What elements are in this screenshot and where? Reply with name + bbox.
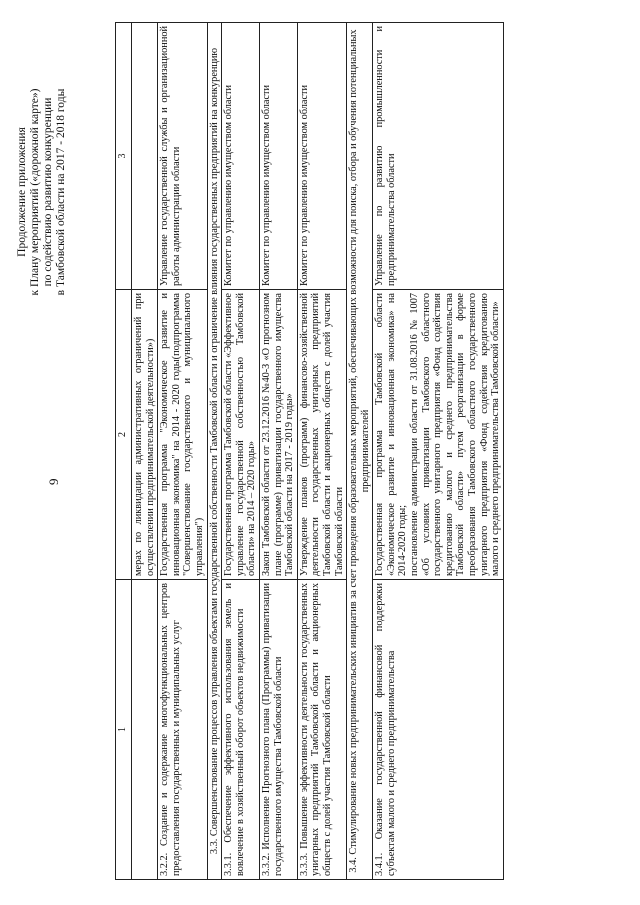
cell-basis: Утверждение планов (программ) финансово-хозяйственной деятельности государственных унитарных предприятий Тамбовской области и акционерных обществ с долей участия Тамбовской области [297, 290, 346, 580]
table-row-3-4-1 [373, 23, 504, 880]
table-row-3-2-2 [158, 23, 207, 880]
cell-measure: 3.3.2. Исполнение Прогнозного плана (Программы) приватизации государственного имущества Тамбовской области [259, 580, 297, 880]
appendix-header [16, 27, 68, 357]
cell-responsible: Управление государственной службы и организационной работы администрации области [158, 23, 207, 290]
header-line-4: в Тамбовской области на 2017 - 2018 годы [55, 88, 67, 296]
section-row-3-4 [347, 23, 373, 880]
header-line-2: к Плану мероприятий («дорожной карте») [29, 88, 41, 296]
cell-responsible: Комитет по управлению имуществом области [297, 23, 346, 290]
roadmap-table [115, 22, 504, 880]
column-number-row [116, 23, 132, 880]
section-row-3-3 [207, 23, 222, 880]
cell-measure: 3.2.2. Создание и содержание многофункциональных центров предоставления государственных и муниципальных услуг [158, 580, 207, 880]
column-number-3: 3 [116, 23, 132, 290]
cell-basis: Государственная программа "Экономическое развитие и инновационная экономика" на 2014 - 2020 годы(подпрограмма "Совершенствование государственного и муниципального управления") [158, 290, 207, 580]
cell-measure [132, 580, 158, 880]
basis-paragraph: постановление администрации области от 31.08.2016 № 1007 «Об условиях приватизации Тамбовского областного государственного унитарного предприятия «Фонд содействия кредитованию малого и среднего предпринимательства Тамбовской области» путем реорганизации в форме преобразования Тамбовского областного государственного унитарного предприятия «Фонд содействия кредитованию малого и среднего предпринимательства Тамбовской области» [409, 293, 502, 576]
cell-measure: 3.3.3. Повышение эффективности деятельности государственных унитарных предприятий Тамбовской области и акционерных обществ с долей участия Тамбовской области [297, 580, 346, 880]
cell-basis [373, 290, 504, 580]
cell-basis: Государственная программа Тамбовской области «Эффективное управление государственной собственностью Тамбовской области» на 2014 – 2020 годы» [222, 290, 260, 580]
basis-paragraph: Государственная программа Тамбовской области «Экономическое развитие и инновационная экономика» на 2014-2020 годы; [374, 293, 409, 576]
table-row-continuation [132, 23, 158, 880]
cell-responsible: Управление по развитию промышленности и предпринимательства области [373, 23, 504, 290]
table-row-3-3-3 [297, 23, 346, 880]
cell-measure: 3.4.1. Оказание государственной финансовой поддержки субъектам малого и среднего предпринимательства [373, 580, 504, 880]
cell-responsible: Комитет по управлению имуществом области [259, 23, 297, 290]
cell-basis: мерах по ликвидации административных ограничений при осуществлении предпринимательской деятельности») [132, 290, 158, 580]
section-heading: 3.4. Стимулирование новых предпринимательских инициатив за счет проведения образовательных мероприятий, обеспечивающих возможности для поиска, отбора и обучения потенциальных предпринимателей [347, 23, 373, 880]
table-row-3-3-2 [259, 23, 297, 880]
section-heading: 3.3. Совершенствование процессов управления объектами государственной собственности Тамбовской области и ограничение влияния государственных предприятий на конкуренцию [207, 23, 222, 880]
header-line-3: по содействию развитию конкуренции [42, 97, 54, 287]
cell-measure: 3.3.1. Обеспечение эффективного использования земель и вовлечение в хозяйственный оборот объектов недвижимости [222, 580, 260, 880]
column-number-1: 1 [116, 580, 132, 880]
page-number: 9 [46, 478, 61, 485]
cell-responsible: Комитет по управлению имуществом области [222, 23, 260, 290]
cell-basis: Закон Тамбовской области от 23.12.2016 №40-З «О прогнозном плане (программе) приватизации государственного имущества Тамбовской области на 2017 - 2019 годы» [259, 290, 297, 580]
header-line-1: Продолжение приложения [16, 127, 28, 257]
column-number-2: 2 [116, 290, 132, 580]
cell-responsible [132, 23, 158, 290]
table-row-3-3-1 [222, 23, 260, 880]
